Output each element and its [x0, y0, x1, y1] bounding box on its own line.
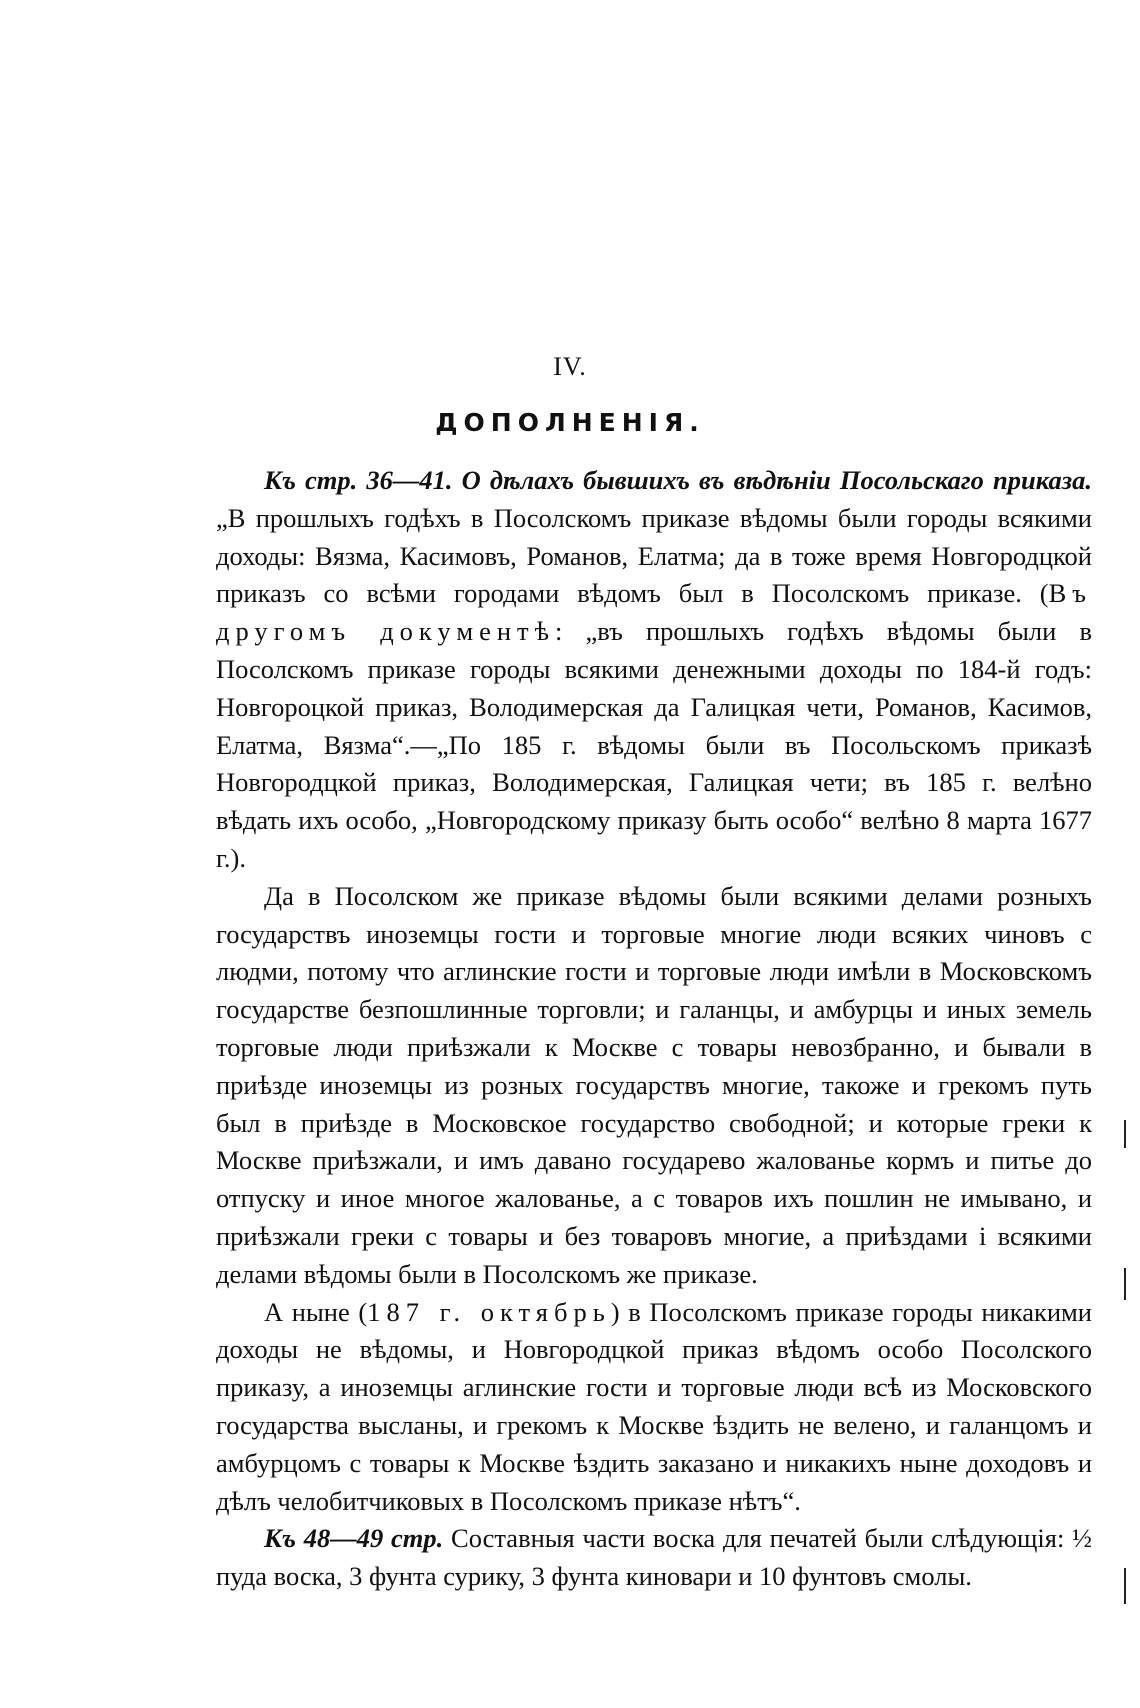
paragraph-now	[216, 1294, 1092, 1521]
paragraph-text: „В прошлыхъ годѣхъ в Посолскомъ приказе вѣдомы были городы всякими доходы: Вязма, Касимовъ, Романов, Елатма; да в тоже время Новгородцкой приказъ со всѣми городами вѣдомъ был в Посолскомъ приказе. (	[216, 502, 1092, 609]
page-reference: Къ 48—49 стр.	[264, 1523, 444, 1554]
paragraph-text: А ныне (	[264, 1296, 368, 1327]
section-title: ДОПОЛНЕНІЯ.	[435, 408, 705, 437]
paragraph-text: Составныя части воска для печатей были слѣдующія: ½ пуда воска, 3 фунта сурику, 3 фунта киновари и 10 фунтовъ смолы.	[216, 1523, 1092, 1592]
paragraph-text: : „въ прошлыхъ годѣхъ вѣдомы были в Посолскомъ приказе городы всякими денежными доходы по 184-й годъ: Новгороцкой приказ, Володимерская да Галицкая чети, Романов, Касимов, Елатма, Вязма“.—„По 185 г. вѣдомы были въ Посольскомъ приказѣ Новгородцкой приказ, Володимерская, Галицкая чети; въ 185 г. велѣно вѣдать ихъ особо, „Новгородскому приказу быть особо“ велѣно 8 марта 1677 г.).	[216, 616, 1092, 873]
page-reference: Къ стр. 36—41. О дѣлахъ бывшихъ въ вѣдѣніи Посольскаго приказа.	[264, 465, 1092, 495]
paragraph-text: Да в Посолском же приказе вѣдомы были всякими делами розныхъ государствъ иноземцы гости и торговые многие люди всяких чиновъ с людми, потому что аглинские гости и торговые люди имѣли в Московскомъ государстве безпошлинные торговли; и галанцы, и амбурцы и иных земель торговые люди приѣзжали к Москве с товары невозбранно, и бывали в приѣзде иноземцы из розных государствъ многие, такоже и грекомъ путь был в приѣзде в Московское государство свободной; и которые греки к Москве приѣзжали, и имъ давано государево жалованье кормъ и питье до отпуску и иное многое жалованье, а с товаров ихъ пошлин не имывано, и приѣзжали греки с товары и без товаровъ многие, а приѣздами і всякими делами вѣдомы были в Посолскомъ же приказе.	[216, 880, 1092, 1289]
scan-edge-mark	[1124, 1120, 1126, 1148]
paragraph-posolsky-prikaz	[216, 462, 1092, 878]
spaced-emphasis: 187 г. октябрь	[367, 1296, 611, 1327]
spaced-emphasis: Въ другомъ документѣ	[216, 578, 1092, 647]
paragraph-foreigners	[216, 878, 1092, 1294]
paragraph-wax	[216, 1520, 1092, 1596]
text-body	[216, 462, 1092, 1596]
section-number: IV.	[553, 352, 587, 381]
scan-edge-mark	[1124, 1568, 1126, 1604]
scan-edge-mark	[1124, 1268, 1126, 1300]
paragraph-text: ) в Посолскомъ приказе городы никакими доходы не вѣдомы, и Новгородцкой приказ вѣдомъ особо Посолского приказу, а иноземцы аглинские гости и торговые люди всѣ из Московского государства высланы, и грекомъ к Москве ѣздить не велено, и галанцомъ и амбурцомъ с товары к Москве ѣздить заказано и никакихъ ныне доходовъ и дѣлъ челобитчиковых в Посолскомъ приказе нѣтъ“.	[216, 1296, 1092, 1516]
